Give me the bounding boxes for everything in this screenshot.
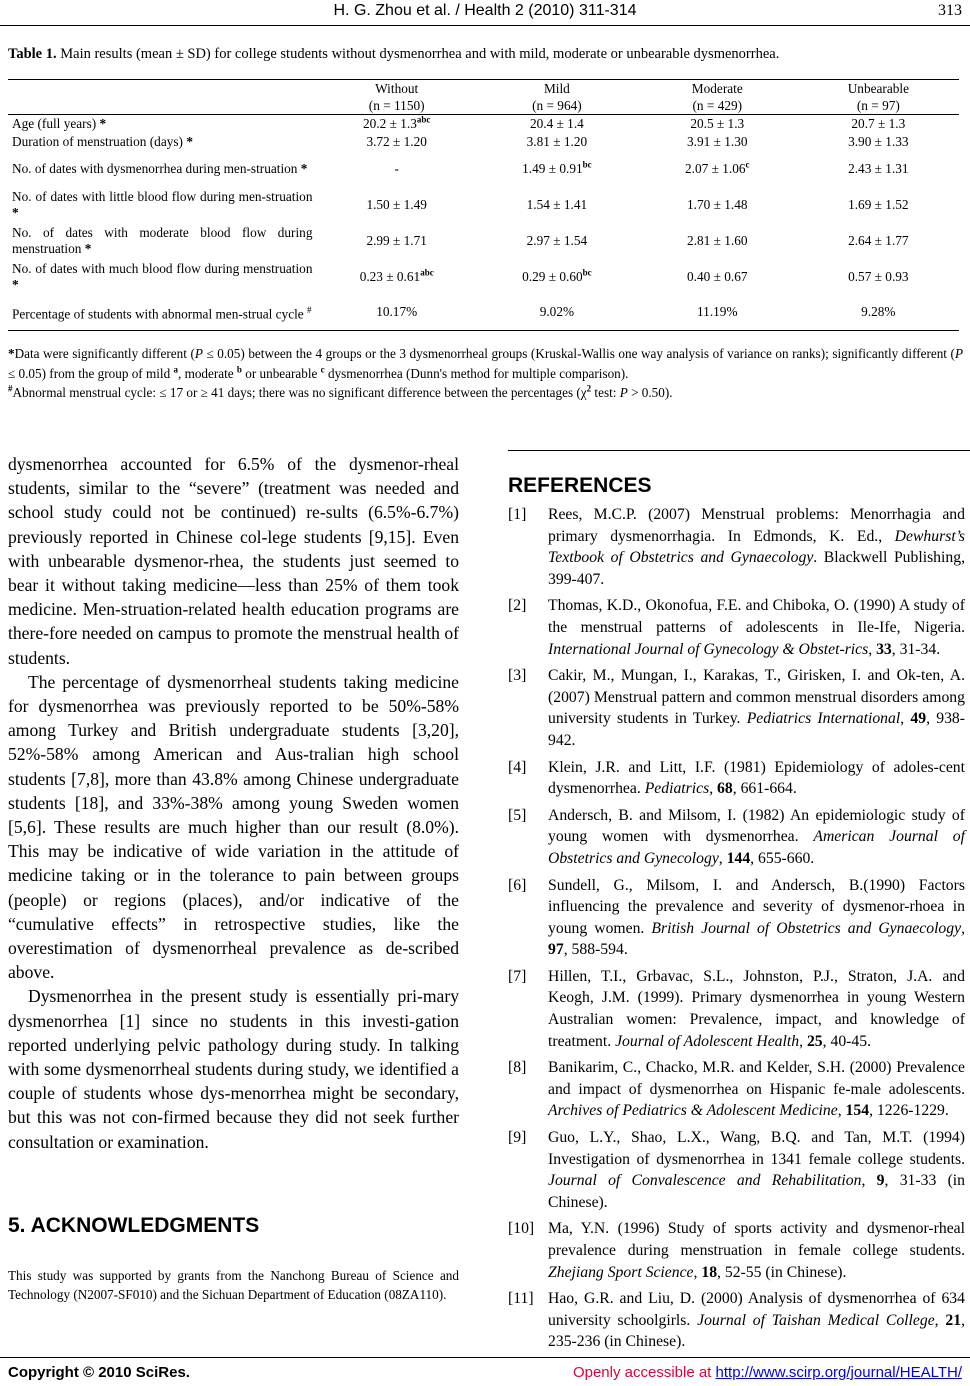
reference-item (508, 966, 965, 1052)
column-divider-rule (508, 450, 970, 451)
journal-title: Journal of Taishan Medical College (697, 1311, 935, 1329)
journal-title: Archives of Pediatrics & Adolescent Medicine (548, 1102, 838, 1120)
significance-mark: * (99, 115, 107, 131)
table-cell: 1.70 ± 1.48 (687, 196, 748, 212)
cell-superscript: bc (582, 159, 592, 170)
table-cell: 20.5 ± 1.3 (690, 115, 745, 131)
significance-mark: * (186, 133, 193, 149)
table-cell: 10.17% (376, 304, 418, 320)
reference-number: [10] (508, 1220, 535, 1238)
table-cell: 2.81 ± 1.60 (687, 232, 748, 248)
row-label: Duration of menstruation (days) * (12, 133, 193, 149)
volume-number: 68 (717, 780, 733, 798)
table-header-cell: Moderate (n = 429) (691, 81, 743, 113)
journal-title: Journal of Convalescence and Rehabilitation (548, 1172, 862, 1190)
row-label: No. of dates with much blood flow during menstruation * (12, 260, 313, 292)
reference-number: [3] (508, 667, 527, 685)
table-cell: 2.97 ± 1.54 (526, 232, 588, 248)
open-access-text: Openly accessible at (572, 1364, 716, 1381)
page-header (0, 0, 970, 26)
volume-number: 18 (701, 1263, 718, 1281)
significance-mark: * (12, 204, 19, 220)
row-label: Age (full years) * (12, 115, 107, 131)
table-cell: 3.72 ± 1.20 (366, 133, 427, 149)
table-cell: 2.64 ± 1.77 (848, 232, 909, 248)
reference-item (508, 757, 965, 800)
page-number: 313 (938, 2, 962, 19)
table-row (8, 151, 959, 187)
references-heading: REFERENCES (508, 474, 652, 497)
table-header-row (8, 80, 959, 115)
cell-superscript: c (745, 159, 750, 170)
significance-mark: * (12, 276, 19, 292)
table-header-cell: Without (n = 1150) (368, 81, 425, 113)
table-cell: 3.81 ± 1.20 (526, 133, 588, 149)
body-paragraph: Dysmenorrhea in the present study is essentially pri-mary dysmenorrhea [1] since no students in this investi-gation reported underlying pelvic pathology during study. In talking with some dysmenorrheal students during study, we identified a couple of students whose dys-menorrhea might be secondary, but this was not con-firmed because they did not seek further consultation or examination. (8, 986, 459, 1152)
table-cell: 1.54 ± 1.41 (526, 196, 588, 212)
journal-title: Zhejiang Sport Science (548, 1263, 694, 1281)
table-notes (8, 344, 963, 403)
table-cell: 0.40 ± 0.67 (687, 268, 748, 284)
cell-superscript: abc (416, 114, 431, 125)
table-header-empty (8, 80, 316, 115)
journal-title: Journal of Adolescent Health (615, 1032, 800, 1050)
reference-item (508, 595, 965, 660)
reference-text: Cakir, M., Mungan, I., Karakas, T., Girisken, I. and Ok-ten, A. (2007) Menstrual pattern and common menstrual disorders among university students in Turkey. Pediatrics International, 49, 938-942. (548, 667, 965, 749)
reference-number: [7] (508, 967, 527, 985)
table-cell: 9.02% (539, 304, 575, 320)
significance-mark: # (307, 305, 312, 316)
table-row (8, 187, 959, 223)
journal-title: British Journal of Obstetrics and Gynaecology (651, 919, 962, 937)
reference-item (508, 504, 965, 590)
header-rule (0, 25, 970, 26)
reference-text: Sundell, G., Milsom, I. and Andersch, B.(1990) Factors influencing the prevalence and severity of dysmenor-rhoea in young women. British Journal of Obstetrics and Gynaecology, 97, 588-594. (548, 876, 965, 959)
cell-superscript: abc (420, 267, 434, 278)
reference-item (508, 805, 965, 870)
footer-rule (0, 1357, 970, 1358)
volume-number: 33 (876, 640, 892, 658)
reference-text: Hillen, T.I., Grbavac, S.L., Johnston, P.J., Straton, J.A. and Keogh, J.M. (1999). Primary dysmenorrhea in young Western Australian women: Prevalence, impact, and knowledge of treatment. Journal of Adolescent Health, 25, 40-45. (548, 967, 965, 1050)
table-cell: 20.4 ± 1.4 (529, 115, 584, 131)
journal-title: American Journal of Obstetrics and Gynecology (548, 828, 965, 867)
reference-number: [11] (508, 1290, 534, 1308)
row-label: No. of dates with moderate blood flow during menstruation * (12, 224, 313, 256)
reference-item (508, 1127, 965, 1213)
reference-item (508, 1218, 965, 1283)
volume-number: 21 (945, 1311, 962, 1329)
significance-mark: * (84, 240, 92, 256)
volume-number: 49 (910, 710, 927, 728)
copyright-notice: Copyright © 2010 SciRes. (8, 1364, 190, 1381)
table-header-cell: Mild (n = 964) (532, 81, 582, 113)
table-cell: 20.2 ± 1.3$^{abc}$ (363, 114, 431, 131)
cell-superscript: bc (582, 267, 592, 278)
reference-number: [5] (508, 806, 527, 824)
volume-number: 25 (806, 1032, 823, 1050)
open-access-notice (573, 1364, 962, 1381)
table-caption (8, 46, 963, 63)
reference-text: Thomas, K.D., Okonofua, F.E. and Chiboka, O. (1990) A study of the menstrual patterns of adolescents in Ile-Ife, Nigeria. International Journal of Gynecology & Obstet-rics, 33, 31-34. (548, 597, 965, 658)
table-cell: 2.99 ± 1.71 (366, 232, 427, 248)
reference-number: [2] (508, 597, 527, 615)
reference-text: Andersch, B. and Milsom, I. (1982) An epidemiologic study of young women with dysmenorrhea. American Journal of Obstetrics and Gynecology, 144, 655-660. (548, 806, 965, 867)
reference-item (508, 1057, 965, 1122)
table-row (8, 133, 959, 151)
table-cell: 11.19% (697, 304, 738, 320)
reference-item (508, 1288, 965, 1353)
table-cell: - (394, 160, 399, 176)
table-cell: 20.7 ± 1.3 (851, 115, 906, 131)
row-label: No. of dates with little blood flow during men-struation * (12, 188, 313, 220)
volume-number: 144 (726, 849, 751, 867)
table-note: #Abnormal menstrual cycle: ≤ 17 or ≥ 41 days; there was no significant difference between the percentages ($\chi^2$ test: P > 0.50). (8, 383, 673, 400)
acknowledgments-text: This study was supported by grants from the Nanchong Bureau of Science and Technology (N2007-SF010) and the Sichuan Department of Education (08ZA110). (8, 1268, 459, 1303)
journal-title: Dewhurst’s Textbook of Obstetrics and Gynaecology (548, 527, 965, 567)
body-paragraph: The percentage of dysmenorrheal students taking medicine for dysmenorrhea was previously reported to be 50%-58% among Turkey and British undergraduate students [3,20], 52%-58% among American and Aus-tralian high school students [7,8], more than 43.8% among Chinese undergraduate students [18], and 33%-38% among young Sweden women [5,6]. These results are much higher than our result (8.0%). This may be indicative of wide variation in the attitude of medicine taking or in the tolerance to pain between groups (people) or regions (places), and/or indicative of the “cumulative effects” in retrospective studies, like the overestimation of dysmenorrheal prevalence as de-scribed above. (8, 671, 459, 983)
journal-title: International Journal of Gynecology & Obstet-rics (548, 640, 869, 658)
acknowledgments-heading: 5. ACKNOWLEDGMENTS (8, 1214, 260, 1237)
reference-list (508, 504, 965, 1358)
table-row (8, 259, 959, 295)
table-cell: 2.43 ± 1.31 (848, 160, 909, 176)
reference-number: [8] (508, 1059, 527, 1077)
table-cell: 1.49 ± 0.91$^{bc}$ (522, 159, 592, 176)
reference-text: Banikarim, C., Chacko, M.R. and Kelder, S.H. (2000) Prevalence and impact of dysmenorrhea on Hispanic fe-male adolescents. Archives of Pediatrics & Adolescent Medicine, 154, 1226-1229. (548, 1059, 965, 1120)
results-table (8, 79, 959, 331)
table-cell: 9.28% (861, 304, 896, 320)
volume-number: 9 (876, 1172, 885, 1190)
reference-item (508, 875, 965, 961)
reference-text: Klein, J.R. and Litt, I.F. (1981) Epidemiology of adoles-cent dysmenorrhea. Pediatrics, 68, 661-664. (548, 758, 965, 798)
table-cell: 0.57 ± 0.93 (848, 268, 909, 284)
table-cell: 2.07 ± 1.06$^c$ (685, 159, 750, 176)
row-label: Percentage of students with abnormal men-strual cycle # (12, 305, 312, 322)
volume-number: 154 (845, 1102, 870, 1120)
table-header-cell: Unbearable (n = 97) (847, 81, 909, 113)
reference-text: Guo, L.Y., Shao, L.X., Wang, B.Q. and Tan, M.T. (1994) Investigation of dysmenorrhea in 1341 female college students. Journal of Convalescence and Rehabilitation, 9, 31-33 (in Chinese). (548, 1129, 966, 1211)
table-cell: 3.90 ± 1.33 (848, 133, 909, 149)
reference-text: Rees, M.C.P. (2007) Menstrual problems: Menorrhagia and primary dysmenorrhagia. In Edmonds, K. Ed., Dewhurst’s Textbook of Obstetrics and Gynaecology. Blackwell Publishing, 399-407. (548, 506, 965, 588)
row-label: No. of dates with dysmenorrhea during men-struation * (12, 160, 308, 176)
journal-title: Pediatrics International (746, 710, 901, 728)
body-text (8, 452, 459, 1154)
table-cell: 0.29 ± 0.60$^{bc}$ (522, 267, 592, 284)
reference-number: [4] (508, 758, 527, 776)
reference-number: [1] (508, 506, 527, 523)
table-body (8, 115, 959, 331)
table-cell: 3.91 ± 1.30 (687, 133, 748, 149)
volume-number: 97 (548, 941, 564, 959)
reference-number: [6] (508, 876, 527, 894)
reference-text: Hao, G.R. and Liu, D. (2000) Analysis of dysmenorrhea of 634 university schoolgirls. Journal of Taishan Medical College, 21, 235-236 (in Chinese). (548, 1290, 966, 1351)
table-row (8, 115, 959, 133)
journal-url-link[interactable]: http://www.scirp.org/journal/HEALTH/ (715, 1364, 962, 1381)
reference-text: Ma, Y.N. (1996) Study of sports activity and dysmenor-rheal prevalence during menstruation in female college students. Zhejiang Sport Science, 18, 52-55 (in Chinese). (548, 1220, 965, 1281)
reference-number: [9] (508, 1129, 527, 1147)
reference-item (508, 665, 965, 751)
body-paragraph: dysmenorrhea accounted for 6.5% of the dysmenor-rheal students, similar to the “severe” (treatment was needed and school study could not be continued) re-sults (6.5%-6.7%) previously reported in Chinese col-lege students [9,15]. Even with unbearable dysmenor-rhea, the students just seemed to bear it without taking medicine—less than 25% of them took medicine. Men-struation-related health education programs are there-fore needed on campus to promote the menstrual health of students. (8, 454, 459, 668)
significance-mark: * (300, 160, 308, 176)
journal-title: Pediatrics (644, 780, 710, 798)
table-caption-text: Main results (mean ± SD) for college students without dysmenorrhea and with mild, moderate or unbearable dysmenorrhea. (60, 46, 780, 62)
table-row (8, 295, 959, 331)
table-row (8, 223, 959, 259)
table-cell: 1.69 ± 1.52 (848, 196, 909, 212)
running-head: H. G. Zhou et al. / Health 2 (2010) 311-314 (333, 2, 637, 19)
table-note: *Data were significantly different (P ≤ 0.05) between the 4 groups or the 3 dysmenorrheal groups (Kruskal-Wallis one way analysis of variance on ranks); significantly different (P ≤ 0.05) from the group of mild $^a$, moderate $^b$ or unbearable $^c$ dysmenorrhea (Dunn's method for multiple comparison). (8, 346, 963, 381)
table-label: Table 1. (8, 46, 57, 62)
table-cell: 1.50 ± 1.49 (366, 196, 427, 212)
table-cell: 0.23 ± 0.61$^{abc}$ (359, 267, 434, 284)
